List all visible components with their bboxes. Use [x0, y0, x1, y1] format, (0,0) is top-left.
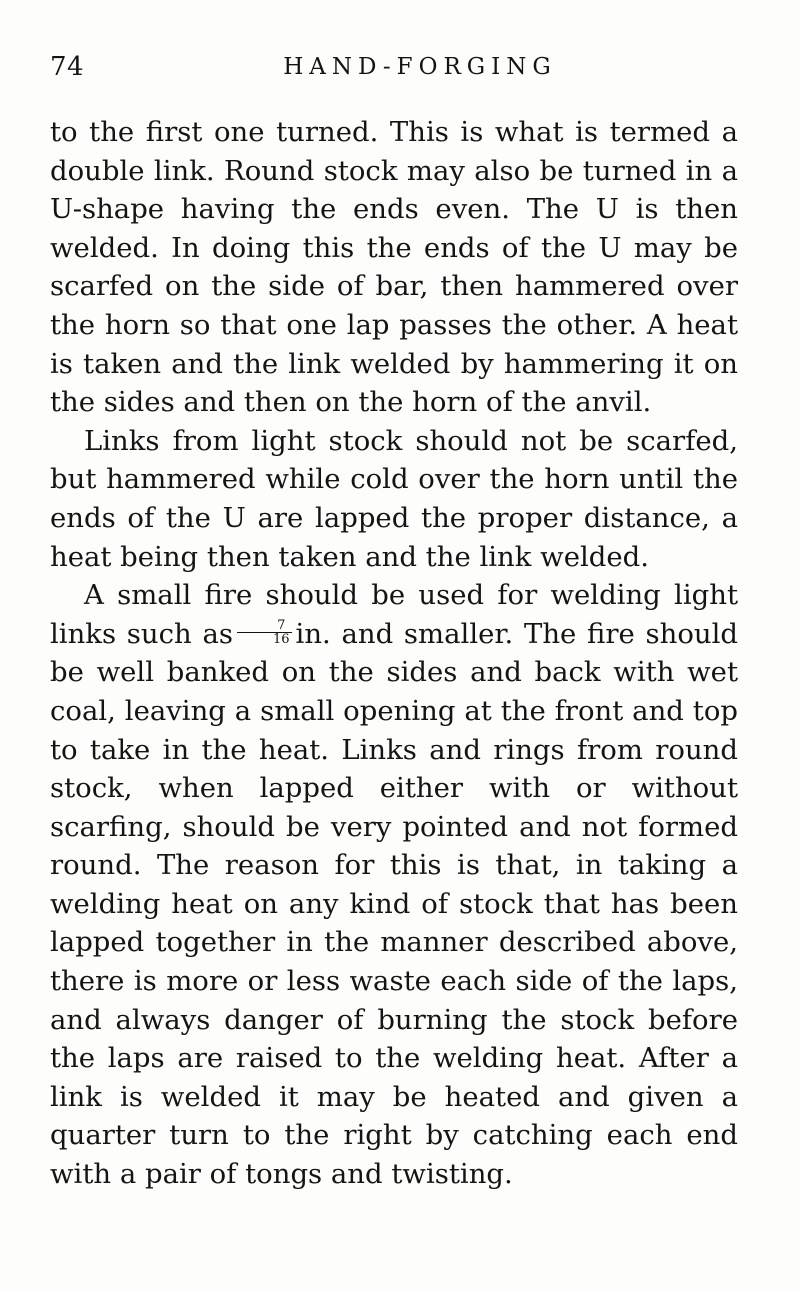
paragraph-1: to the first one turned. This is what is termed a double link. Round stock may also be turned in a U-shape having the ends even. The U is then welded. In doing this the ends of the U may be scarfed on the side of bar, then hammered over the horn so that one lap passes the other. A heat is taken and the link welded by hammering it on the sides and then on the horn of the anvil. [50, 116, 738, 419]
paragraph-3-text-start: A small fire should be used for welding light links such as [50, 579, 738, 650]
paragraph-3-text-end: in. and smaller. The fire should be well banked on the sides and back with wet coal, leaving a small opening at the front and top to take in the heat. Links and rings from round stock, when lapped either with or without scarfing, should be very pointed and not formed round. The reason for this is that, in taking a welding heat on any kind of stock that has been lapped together in the manner described above, there is more or less waste each side of the laps, and always danger of burning the stock before the laps are raised to the welding heat. After a link is welded it may be heated and given a quarter turn to the right by catching each end with a pair of tongs and twisting. [50, 617, 739, 1191]
body-text [50, 113, 738, 1194]
paragraph-3 [50, 576, 738, 1194]
page-header [50, 52, 750, 88]
fraction-numerator: 7 [237, 619, 292, 633]
running-title: HAND-FORGING [283, 54, 557, 80]
fraction-denominator: 16 [272, 631, 290, 647]
paragraph-2: Links from light stock should not be scarfed, but hammered while cold over the horn until the ends of the U are lapped the proper distance, a heat being then taken and the link welded. [50, 424, 738, 573]
fraction-seven-sixteenths [237, 619, 292, 646]
page-number: 74 [50, 52, 85, 82]
